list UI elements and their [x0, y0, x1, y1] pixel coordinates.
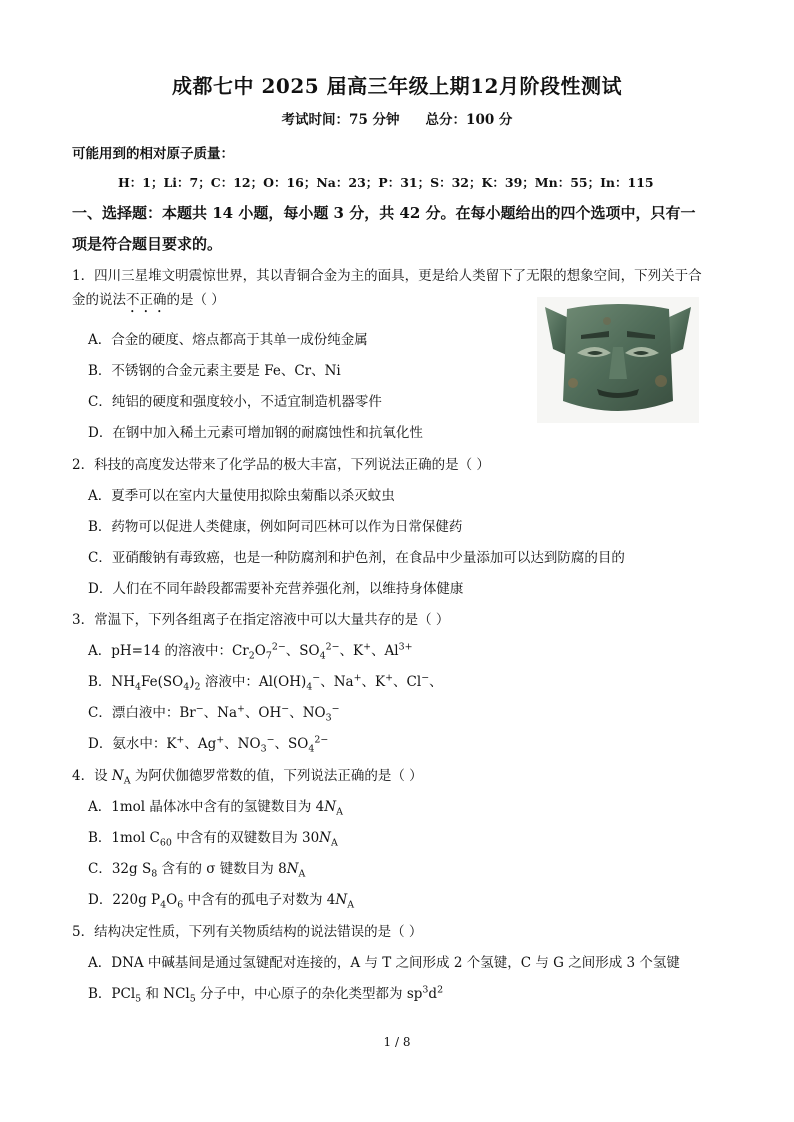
section-heading-line1: 一、选择题：本题共 14 小题，每小题 3 分，共 42 分。在每小题给出的四个选项中，只有一	[72, 204, 696, 222]
question-3-option-c: C．漂白液中：Br−、Na+、OH−、$NO_3^-$	[88, 703, 340, 724]
question-2-option-d: D．人们在不同年龄段都需要补充营养强化剂，以维持身体健康	[88, 581, 464, 597]
atomic-mass-label: 可能用到的相对原子质量：	[72, 146, 234, 162]
question-1-option-d: D．在钢中加入稀土元素可增加钢的耐腐蚀性和抗氧化性	[88, 425, 423, 441]
question-1-stem-line1: 1．四川三星堆文明震惊世界，其以青铜合金为主的面具，更是给人类留下了无限的想象空间，下列关于合	[72, 268, 702, 284]
exam-info	[0, 108, 794, 128]
question-1-option-c: C．纯铝的硬度和强度较小，不适宜制造机器零件	[88, 394, 382, 410]
section-heading	[72, 198, 696, 260]
question-4-stem: 4．设 $N_A$ 为阿伏伽德罗常数的值，下列说法正确的是（ ）	[72, 768, 423, 787]
question-1-option-a: A．合金的硬度、熔点都高于其单一成份纯金属	[88, 332, 368, 348]
question-2-option-b: B．药物可以促进人类健康，例如阿司匹林可以作为日常保健药	[88, 519, 463, 535]
question-3-option-b: B．$NH_4Fe(SO_4)_2$ 溶液中：$Al(OH)_4^-$、Na+、K+、Cl−、	[88, 672, 443, 693]
question-1-option-b: B．不锈钢的合金元素主要是 Fe、Cr、Ni	[88, 363, 341, 379]
bronze-mask-image	[537, 297, 699, 423]
question-3-option-a: A．pH=14 的溶液中：$Cr_2O_7^{2-}$、$SO_4^{2-}$、K+、$Al^{3+}$	[88, 641, 413, 662]
question-5-option-b: B．PCl$_5$ 和 NCl$_5$ 分子中，中心原子的杂化类型都为 $sp^3d^2$	[88, 984, 444, 1005]
question-3-stem: 3．常温下，下列各组离子在指定溶液中可以大量共存的是（ ）	[72, 612, 450, 628]
exam-score: 总分：100 分	[425, 112, 513, 128]
question-4-option-d: D．220g $P_4O_6$ 中含有的孤电子对数为 $4N_A$	[88, 892, 355, 911]
page-title: 成都七中 2025 届高三年级上期12月阶段性测试	[172, 74, 622, 98]
question-4-option-a: A．1mol 晶体冰中含有的氢键数目为 $4N_A$	[88, 799, 343, 818]
section-heading-line2: 项是符合题目要求的。	[72, 235, 223, 253]
exam-time: 考试时间：75 分钟	[281, 112, 400, 128]
question-4-option-c: C．32g $S_8$ 含有的 σ 键数目为 $8N_A$	[88, 861, 306, 880]
atomic-mass-values: H：1；Li：7；C：12；O：16；Na：23；P：31；S：32；K：39；Mn：55；In：115	[118, 175, 654, 190]
question-2-option-c: C．亚硝酸钠有毒致癌，也是一种防腐剂和护色剂，在食品中少量添加可以达到防腐的目的	[88, 550, 625, 566]
question-3-option-d: D．氨水中：K+、Ag+、$NO_3^-$、$SO_4^{2-}$	[88, 734, 329, 755]
question-5-stem: 5．结构决定性质，下列有关物质结构的说法错误的是（ ）	[72, 924, 423, 940]
emphasis-text: 不正确	[126, 292, 167, 308]
question-5-option-a: A．DNA 中碱基间是通过氢键配对连接的，A 与 T 之间形成 2 个氢键，C 与 G 之间形成 3 个氢键	[88, 955, 680, 971]
question-4-option-b: B．1mol $C_{60}$ 中含有的双键数目为 $30N_A$	[88, 830, 338, 849]
page-number: 1 / 8	[383, 1035, 411, 1049]
question-2-stem: 2．科技的高度发达带来了化学品的极大丰富，下列说法正确的是（ ）	[72, 457, 490, 473]
question-1-stem-line2: 金的说法不正确的是（ ）	[72, 292, 225, 308]
question-2-option-a: A．夏季可以在室内大量使用拟除虫菊酯以杀灭蚊虫	[88, 488, 395, 504]
